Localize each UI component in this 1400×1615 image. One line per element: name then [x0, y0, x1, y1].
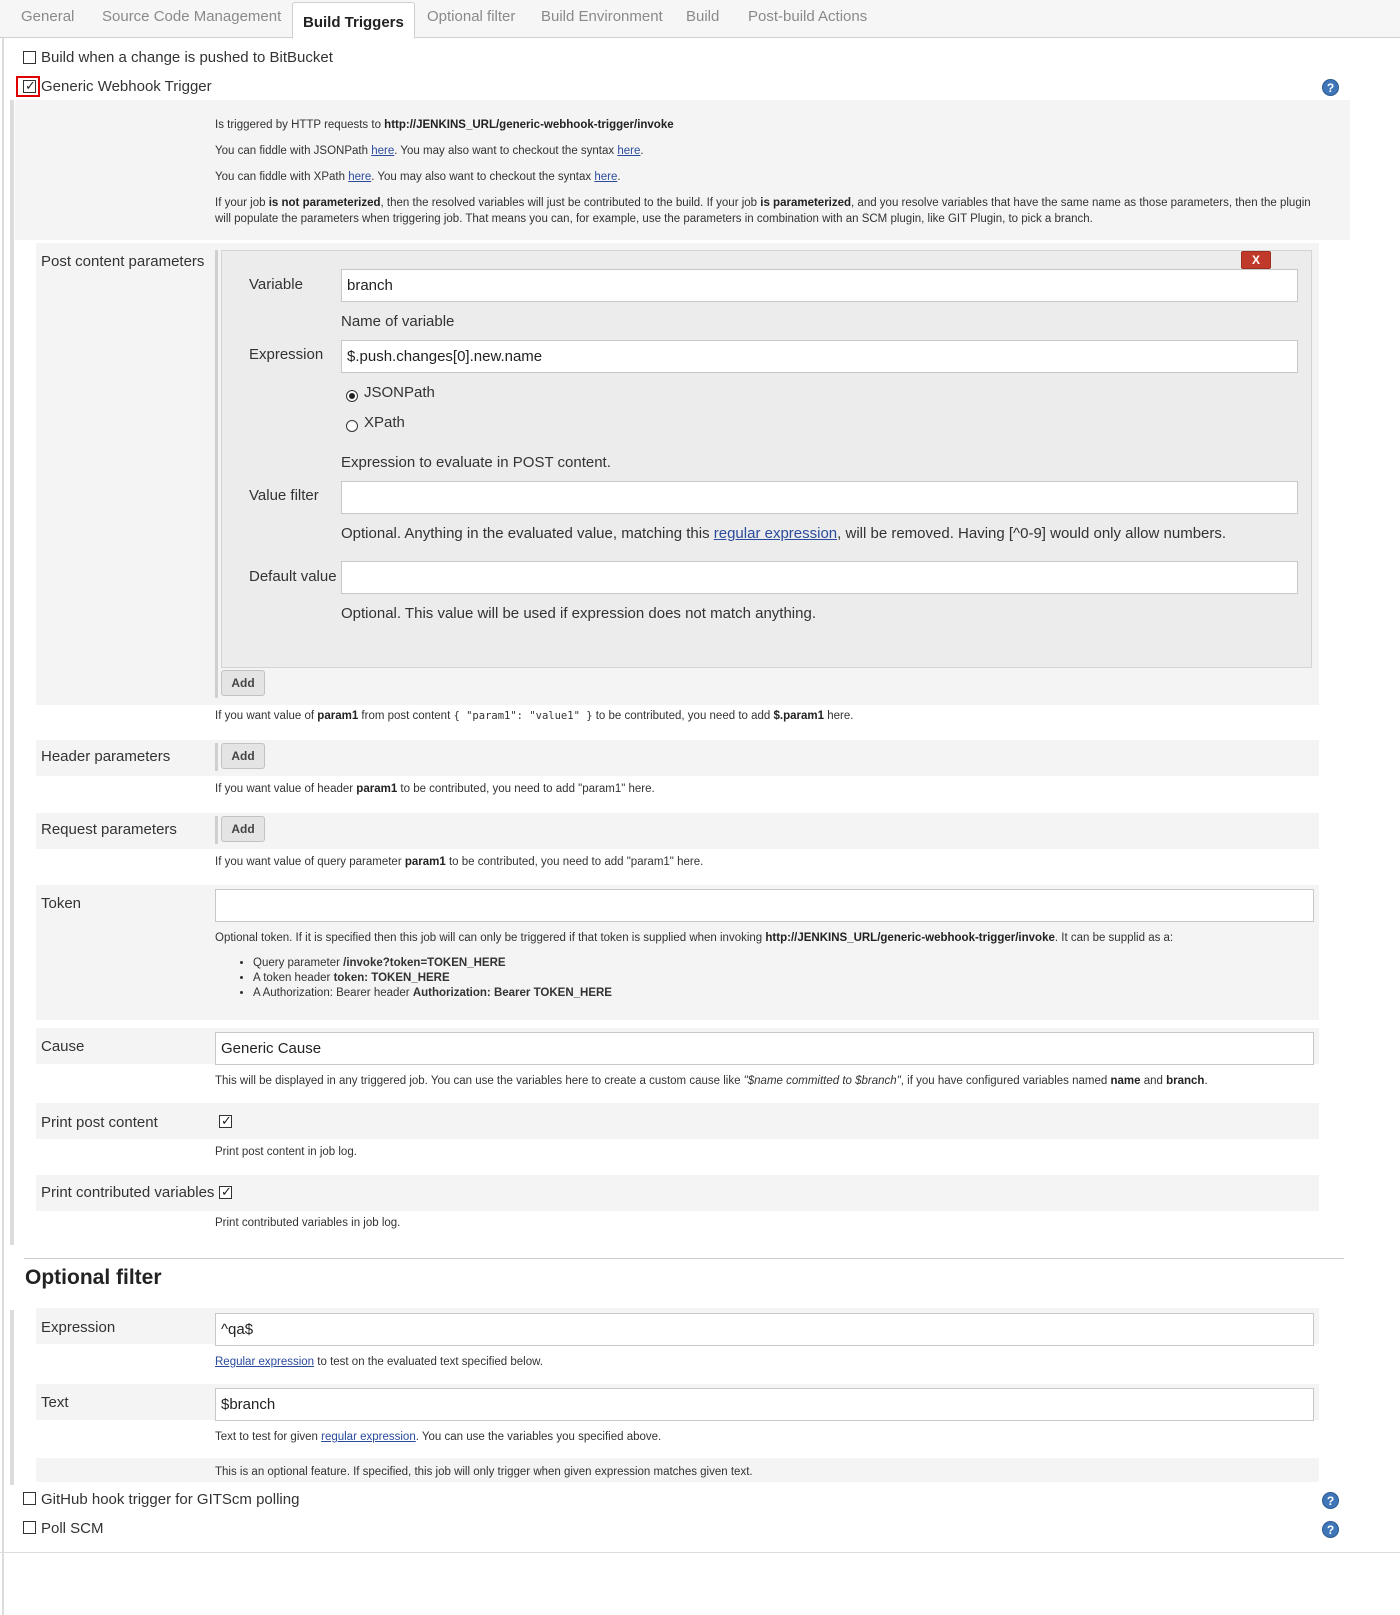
xpath-fiddle-link[interactable]: here — [348, 171, 372, 183]
jsonpath-syntax-link[interactable]: here — [617, 145, 641, 157]
post-content-parameters-label: Post content parameters — [41, 253, 205, 270]
tab-source-code-management[interactable]: Source Code Management — [102, 8, 282, 25]
request-parameters-label: Request parameters — [41, 821, 177, 838]
regular-expression-link[interactable]: regular expression — [321, 1431, 416, 1443]
variable-help: Name of variable — [341, 313, 455, 330]
filter-expression-label: Expression — [41, 1319, 116, 1336]
filter-text-label: Text — [41, 1394, 69, 1411]
outer-left-border — [2, 38, 4, 1615]
header-parameters-help: If you want value of header param1 to be contributed, you need to add "param1" here. — [215, 783, 655, 795]
cause-help: This will be displayed in any triggered job. You can use the variables here to create a custom cause like "$name committed to $branch", if you have configured variables named name and branch. — [215, 1075, 1208, 1087]
help-icon[interactable]: ? — [1322, 79, 1339, 96]
intro-line-1: Is triggered by HTTP requests to http://JENKINS_URL/generic-webhook-trigger/invoke — [215, 119, 674, 131]
print-contributed-variables-checkbox[interactable] — [219, 1186, 232, 1199]
repeatable-bar — [215, 250, 218, 698]
variable-label: Variable — [249, 276, 303, 293]
default-value-input[interactable] — [341, 561, 1298, 594]
optional-filter-group-bar — [10, 1310, 14, 1485]
print-post-content-help: Print post content in job log. — [215, 1146, 357, 1158]
generic-webhook-checkbox[interactable] — [23, 80, 36, 93]
value-filter-input[interactable] — [341, 481, 1298, 514]
token-input[interactable] — [215, 889, 1314, 922]
github-hook-checkbox[interactable] — [23, 1492, 36, 1505]
section-divider — [24, 1258, 1344, 1259]
header-parameters-label: Header parameters — [41, 748, 171, 765]
expression-input[interactable]: $.push.changes[0].new.name — [341, 340, 1298, 373]
bottom-divider — [0, 1552, 1400, 1553]
poll-scm-label: Poll SCM — [41, 1520, 104, 1537]
print-contributed-variables-help: Print contributed variables in job log. — [215, 1217, 401, 1229]
cause-label: Cause — [41, 1038, 85, 1055]
token-bullets — [215, 956, 1315, 1001]
tab-general[interactable]: General — [21, 8, 75, 25]
expression-label: Expression — [249, 346, 324, 363]
filter-footer-help: This is an optional feature. If specified, this job will only trigger when given expression matches given text. — [215, 1466, 753, 1478]
filter-text-help: Text to test for given regular expression. You can use the variables you specified above. — [215, 1431, 662, 1443]
delete-variable-button[interactable]: X — [1241, 251, 1271, 269]
intro-line-5: will populate the parameters when triggering job. That means you can, for example, use the parameters in combination with an SCM plugin, like GIT Plugin, to pick a branch. — [215, 213, 1093, 225]
tab-build-triggers[interactable]: Build Triggers — [292, 2, 415, 39]
filter-text-input[interactable]: $branch — [215, 1388, 1314, 1421]
xpath-syntax-link[interactable]: here — [594, 171, 618, 183]
jsonpath-fiddle-link[interactable]: here — [371, 145, 395, 157]
tab-build-environment[interactable]: Build Environment — [541, 8, 663, 25]
generic-trigger-group-bar — [10, 100, 14, 1245]
tab-bar — [0, 0, 1400, 38]
regular-expression-link[interactable]: regular expression — [713, 525, 838, 542]
help-icon[interactable]: ? — [1322, 1492, 1339, 1509]
filter-expression-help: Regular expression to test on the evaluated text specified below. — [215, 1356, 543, 1368]
tab-post-build-actions[interactable]: Post-build Actions — [748, 8, 868, 25]
cause-input[interactable]: Generic Cause — [215, 1032, 1314, 1065]
tab-optional-filter[interactable]: Optional filter — [427, 8, 516, 25]
bitbucket-checkbox[interactable] — [23, 51, 36, 64]
value-filter-help: Optional. Anything in the evaluated value, matching this regular expression, will be removed. Having [^0-9] would only allow numbers. — [341, 525, 1227, 542]
intro-line-4: If your job is not parameterized, then the resolved variables will just be contributed to the build. If your job is parameterized, and you resolve variables that have the same name as those parameters, then the plugin — [215, 197, 1311, 209]
jsonpath-radio-label: JSONPath — [364, 384, 435, 401]
token-help: Optional token. If it is specified then this job will can only be triggered if that token is supplied when invoking http://JENKINS_URL/generic-webhook-trigger/invoke. It can be supplid as a: — [215, 932, 1174, 944]
token-label: Token — [41, 895, 82, 912]
repeatable-bar — [215, 816, 218, 844]
expression-help: Expression to evaluate in POST content. — [341, 454, 611, 471]
poll-scm-checkbox[interactable] — [23, 1521, 36, 1534]
generic-webhook-trigger-label: Generic Webhook Trigger — [41, 78, 212, 95]
jsonpath-radio[interactable] — [346, 390, 358, 402]
add-header-parameter-button[interactable]: Add — [221, 743, 265, 769]
repeatable-bar — [215, 743, 218, 771]
github-hook-trigger-label: GitHub hook trigger for GITScm polling — [41, 1491, 300, 1508]
intro-line-3: You can fiddle with XPath here. You may also want to checkout the syntax here. — [215, 171, 621, 183]
intro-line-2: You can fiddle with JSONPath here. You may also want to checkout the syntax here. — [215, 145, 644, 157]
request-parameters-help: If you want value of query parameter param1 to be contributed, you need to add "param1" here. — [215, 856, 704, 868]
tab-build[interactable]: Build — [686, 8, 720, 25]
filter-expression-input[interactable]: ^qa$ — [215, 1313, 1314, 1346]
help-icon[interactable]: ? — [1322, 1521, 1339, 1538]
default-value-help: Optional. This value will be used if expression does not match anything. — [341, 605, 816, 622]
token-bullet-query: • Query parameter /invoke?token=TOKEN_HERE — [253, 956, 1315, 971]
default-value-label: Default value — [249, 568, 337, 585]
xpath-radio-label: XPath — [364, 414, 405, 431]
token-bullet-authorization: • A Authorization: Bearer header Authorization: Bearer TOKEN_HERE — [253, 986, 1315, 1001]
post-content-help: If you want value of param1 from post content { "param1": "value1" } to be contributed, you need to add $.param1 here. — [215, 710, 854, 722]
bitbucket-trigger-label: Build when a change is pushed to BitBucket — [41, 49, 333, 66]
token-bullet-header: • A token header token: TOKEN_HERE — [253, 971, 1315, 986]
optional-filter-heading: Optional filter — [25, 1266, 162, 1289]
print-post-content-checkbox[interactable] — [219, 1115, 232, 1128]
print-post-content-label: Print post content — [41, 1114, 158, 1131]
add-variable-button[interactable]: Add — [221, 670, 265, 696]
add-request-parameter-button[interactable]: Add — [221, 816, 265, 842]
value-filter-label: Value filter — [249, 487, 319, 504]
print-contributed-variables-label: Print contributed variables — [41, 1184, 215, 1201]
variable-input[interactable]: branch — [341, 269, 1298, 302]
regular-expression-link[interactable]: Regular expression — [215, 1356, 315, 1368]
xpath-radio[interactable] — [346, 420, 358, 432]
